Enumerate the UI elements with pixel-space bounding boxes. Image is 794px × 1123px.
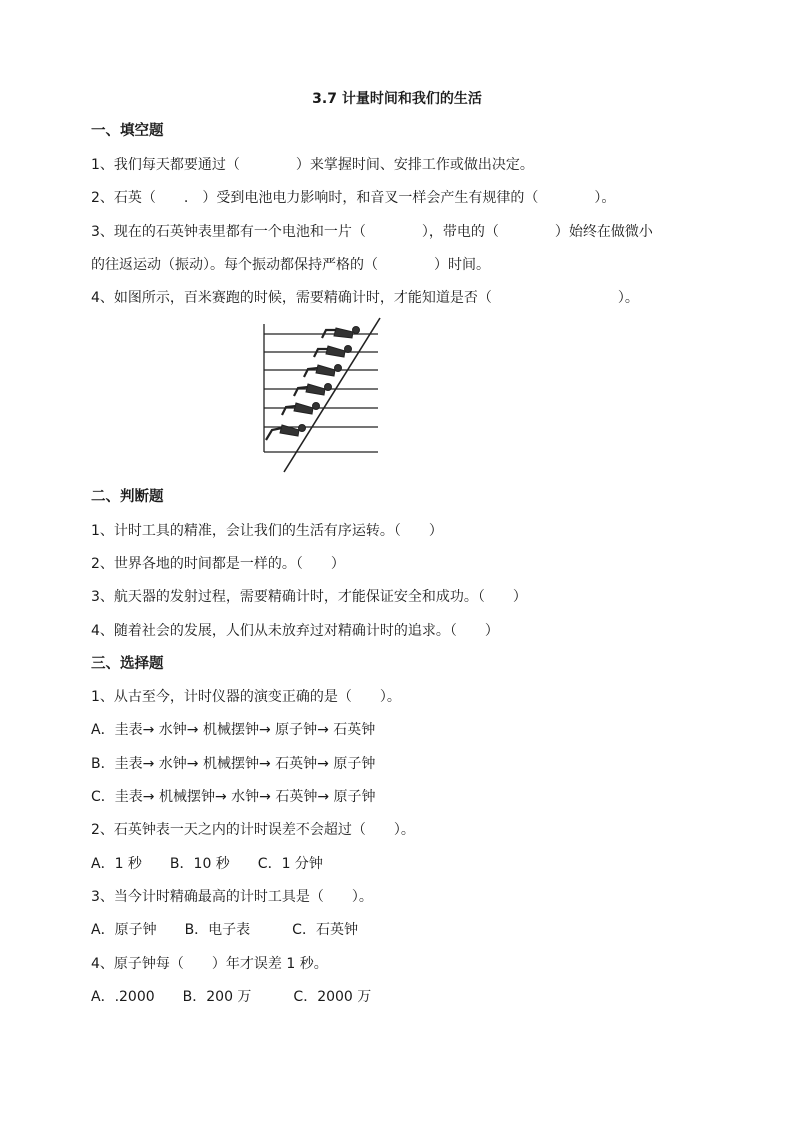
choice-question-2: 2、石英钟表一天之内的计时误差不会超过（ ）。 (91, 822, 415, 838)
sprint-start-illustration (256, 316, 386, 474)
choice-question-1-option-b: B．圭表→ 水钟→ 机械摆钟→ 石英钟→ 原子钟 (91, 756, 376, 772)
choice-question-1: 1、从古至今，计时仪器的演变正确的是（ ）。 (91, 689, 401, 705)
choice-question-4: 4、原子钟每（ ）年才误差 1 秒。 (91, 956, 328, 972)
fill-question-3-line-2: 的往返运动（振动）。每个振动都保持严格的（ ）时间。 (91, 257, 490, 273)
judge-question-1: 1、计时工具的精准，会让我们的生活有序运转。（ ） (91, 523, 443, 539)
choice-question-4-options: A．.2000 B．200 万 C．2000 万 (91, 989, 372, 1005)
fill-question-1: 1、我们每天都要通过（ ）来掌握时间、安排工作或做出决定。 (91, 157, 534, 173)
choice-question-1-option-a: A．圭表→ 水钟→ 机械摆钟→ 原子钟→ 石英钟 (91, 722, 376, 738)
choice-question-3: 3、当今计时精确最高的计时工具是（ ）。 (91, 889, 373, 905)
page-title: 3.7 计量时间和我们的生活 (312, 91, 482, 107)
judge-question-2: 2、世界各地的时间都是一样的。（ ） (91, 556, 345, 572)
judge-question-3: 3、航天器的发射过程，需要精确计时，才能保证安全和成功。（ ） (91, 589, 527, 605)
fill-question-2: 2、石英（ . ）受到电池电力影响时，和音叉一样会产生有规律的（ ）。 (91, 190, 616, 206)
choice-question-3-options: A．原子钟 B．电子表 C．石英钟 (91, 922, 358, 938)
choice-question-1-option-c: C．圭表→ 机械摆钟→ 水钟→ 石英钟→ 原子钟 (91, 789, 376, 805)
section-heading-fill: 一、填空题 (91, 123, 164, 139)
choice-question-2-options: A．1 秒 B．10 秒 C．1 分钟 (91, 856, 323, 872)
judge-question-4: 4、随着社会的发展，人们从未放弃过对精确计时的追求。（ ） (91, 623, 499, 639)
fill-question-3-line-1: 3、现在的石英钟表里都有一个电池和一片（ ），带电的（ ）始终在做微小 (91, 224, 653, 240)
section-heading-choice: 三、选择题 (91, 656, 164, 672)
fill-question-4: 4、如图所示，百米赛跑的时候，需要精确计时，才能知道是否（ ）。 (91, 290, 639, 306)
section-heading-judge: 二、判断题 (91, 489, 164, 505)
